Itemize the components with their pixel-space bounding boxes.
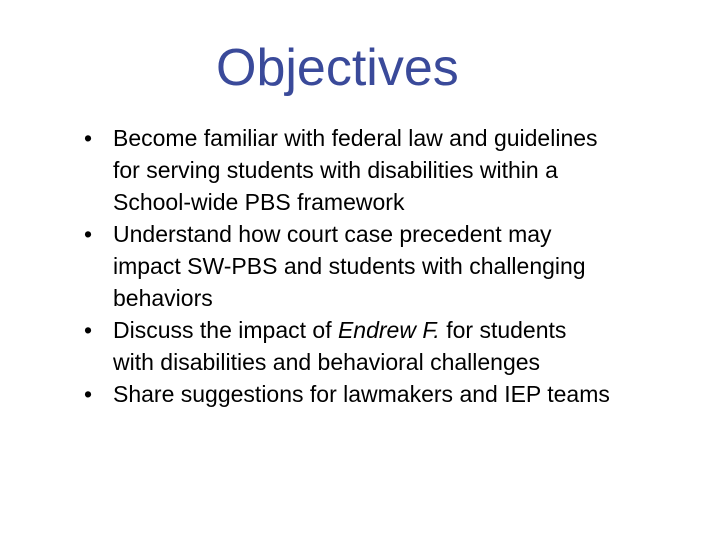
bullet-item [82, 314, 702, 378]
bullet-text-line: behaviors [113, 285, 213, 311]
bullet-dot-icon: • [84, 381, 93, 407]
bullet-text-line: Understand how court case precedent may [113, 221, 552, 247]
bullet-text-line: Become familiar with federal law and guidelines [113, 125, 598, 151]
bullet-text-line: School-wide PBS framework [113, 189, 405, 215]
bullet-text-line: with disabilities and behavioral challenges [113, 349, 541, 375]
bullet-item [82, 122, 702, 218]
slide-title: Objectives [216, 39, 459, 97]
bullet-text-segment: for students [439, 317, 567, 343]
bullet-text-line [113, 314, 702, 346]
objectives-list [82, 122, 702, 410]
bullet-text-line: for serving students with disabilities within a [113, 157, 558, 183]
bullet-item [82, 218, 702, 314]
case-name: Endrew F. [337, 317, 440, 343]
bullet-dot-icon: • [84, 221, 93, 247]
bullet-text-line: Share suggestions for lawmakers and IEP teams [113, 381, 610, 407]
bullet-text-line: impact SW-PBS and students with challenging [113, 253, 586, 279]
bullet-dot-icon: • [84, 317, 93, 343]
bullet-text-segment: Discuss the impact of [113, 317, 338, 343]
bullet-item [82, 378, 702, 410]
bullet-dot-icon: • [84, 125, 93, 151]
